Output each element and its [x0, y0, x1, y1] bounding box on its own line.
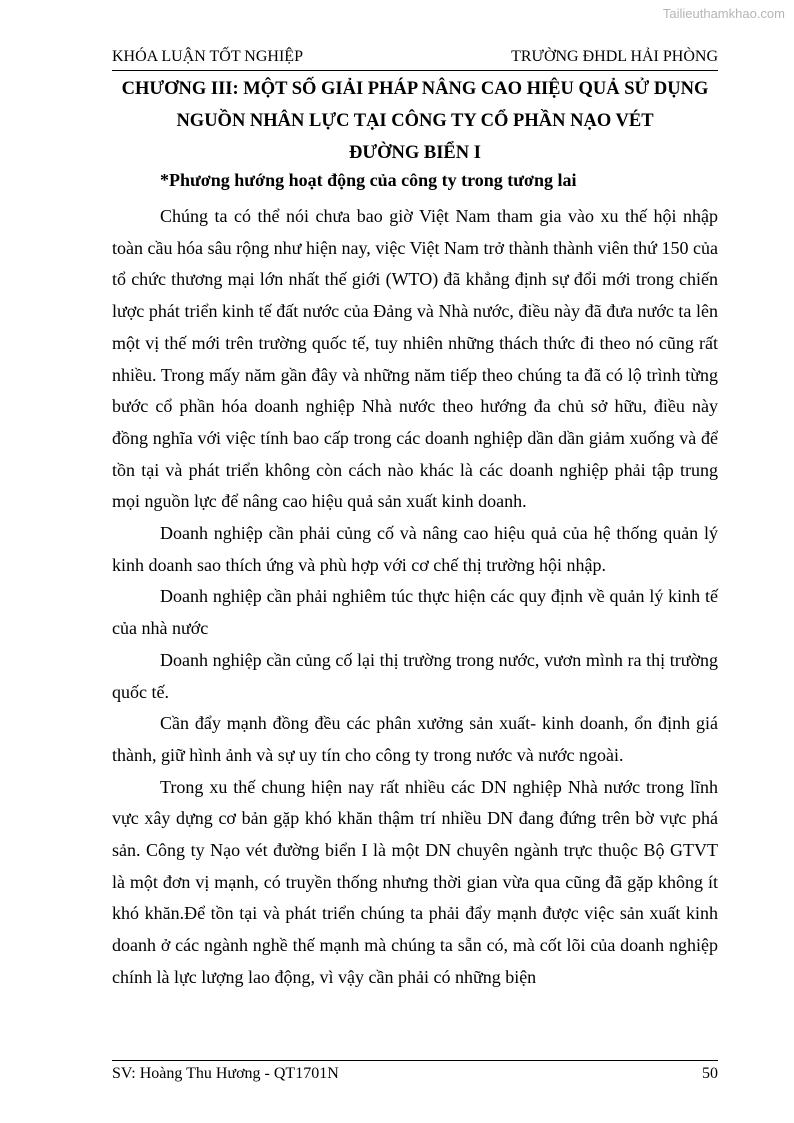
header-left: KHÓA LUẬN TỐT NGHIỆP [112, 48, 303, 65]
chapter-title-line-2: NGUỒN NHÂN LỰC TẠI CÔNG TY CỔ PHẦN NẠO VÉT [176, 111, 654, 131]
page-header [112, 48, 718, 71]
paragraph: Cần đẩy mạnh đồng đều các phân xưởng sản xuất- kinh doanh, ổn định giá thành, giữ hình ảnh và sự uy tín cho công ty trong nước và nước ngoài. [112, 713, 718, 765]
watermark: Tailieuthamkhao.com [662, 6, 785, 21]
chapter-title-line-3: ĐƯỜNG BIỂN I [349, 143, 481, 163]
paragraph: Doanh nghiệp cần phải nghiêm túc thực hiện các quy định về quản lý kinh tế của nhà nước [112, 586, 718, 639]
paragraph: Trong xu thế chung hiện nay rất nhiều các DN nghiệp Nhà nước trong lĩnh vực xây dựng cơ bản gặp khó khăn thậm trí nhiều DN đang đứng trên bờ vực phá sản. Công ty Nạo vét đường biển I là một DN chuyên ngành trực thuộc Bộ GTVT là một đơn vị mạnh, có truyền thống nhưng thời gian vừa qua cũng đã gặp không ít khó khăn.Để tồn tại và phát triển chúng ta phải đẩy mạnh được việc sản xuất kinh doanh ở các ngành nghề thế mạnh mà chúng ta sẵn có, mà cốt lõi của doanh nghiệp chính là lực lượng lao động, vì vậy cần phải có những biện [112, 776, 718, 987]
paragraph: Chúng ta có thể nói chưa bao giờ Việt Nam tham gia vào xu thế hội nhập toàn cầu hóa sâu rộng như hiện nay, việc Việt Nam trở thành thành viên thứ 150 của tổ chức thương mại lớn nhất thế giới (WTO) đã khẳng định sự đổi mới trong chiến lược phát triển kinh tế đất nước của Đảng và Nhà nước, điều này đã đưa nước ta lên một vị thế mới trên trường quốc tế, tuy nhiên những thách thức đi theo nó cũng rất nhiều. Trong mấy năm gần đây và những năm tiếp theo chúng ta đã có lộ trình từng bước cổ phần hóa doanh nghiệp Nhà nước theo hướng đa chủ sở hữu, điều này đồng nghĩa với việc tính bao cấp trong các doanh nghiệp dần dần giảm xuống và để tồn tại và phát triển không còn cách nào khác là các doanh nghiệp phải tập trung mọi nguồn lực để nâng cao hiệu quả sản xuất kinh doanh. [112, 206, 718, 512]
header-right: TRƯỜNG ĐHDL HẢI PHÒNG [511, 48, 718, 65]
paragraph: Doanh nghiệp cần củng cố lại thị trường trong nước, vươn mình ra thị trường quốc tế. [112, 649, 718, 702]
paragraph: Doanh nghiệp cần phải củng cố và nâng cao hiệu quả của hệ thống quản lý kinh doanh sao thích ứng và phù hợp với cơ chế thị trường hội nhập. [112, 523, 718, 575]
page-footer [112, 1060, 718, 1086]
body-text [112, 201, 718, 994]
chapter-title-line-1: CHƯƠNG III: MỘT SỐ GIẢI PHÁP NÂNG CAO HIỆU QUẢ SỬ DỤNG [121, 79, 709, 99]
footer-student: SV: Hoàng Thu Hương - QT1701N [112, 1065, 339, 1082]
section-subheading: *Phương hướng hoạt động của công ty trong tương lai [160, 170, 577, 190]
page-number: 50 [702, 1065, 718, 1082]
